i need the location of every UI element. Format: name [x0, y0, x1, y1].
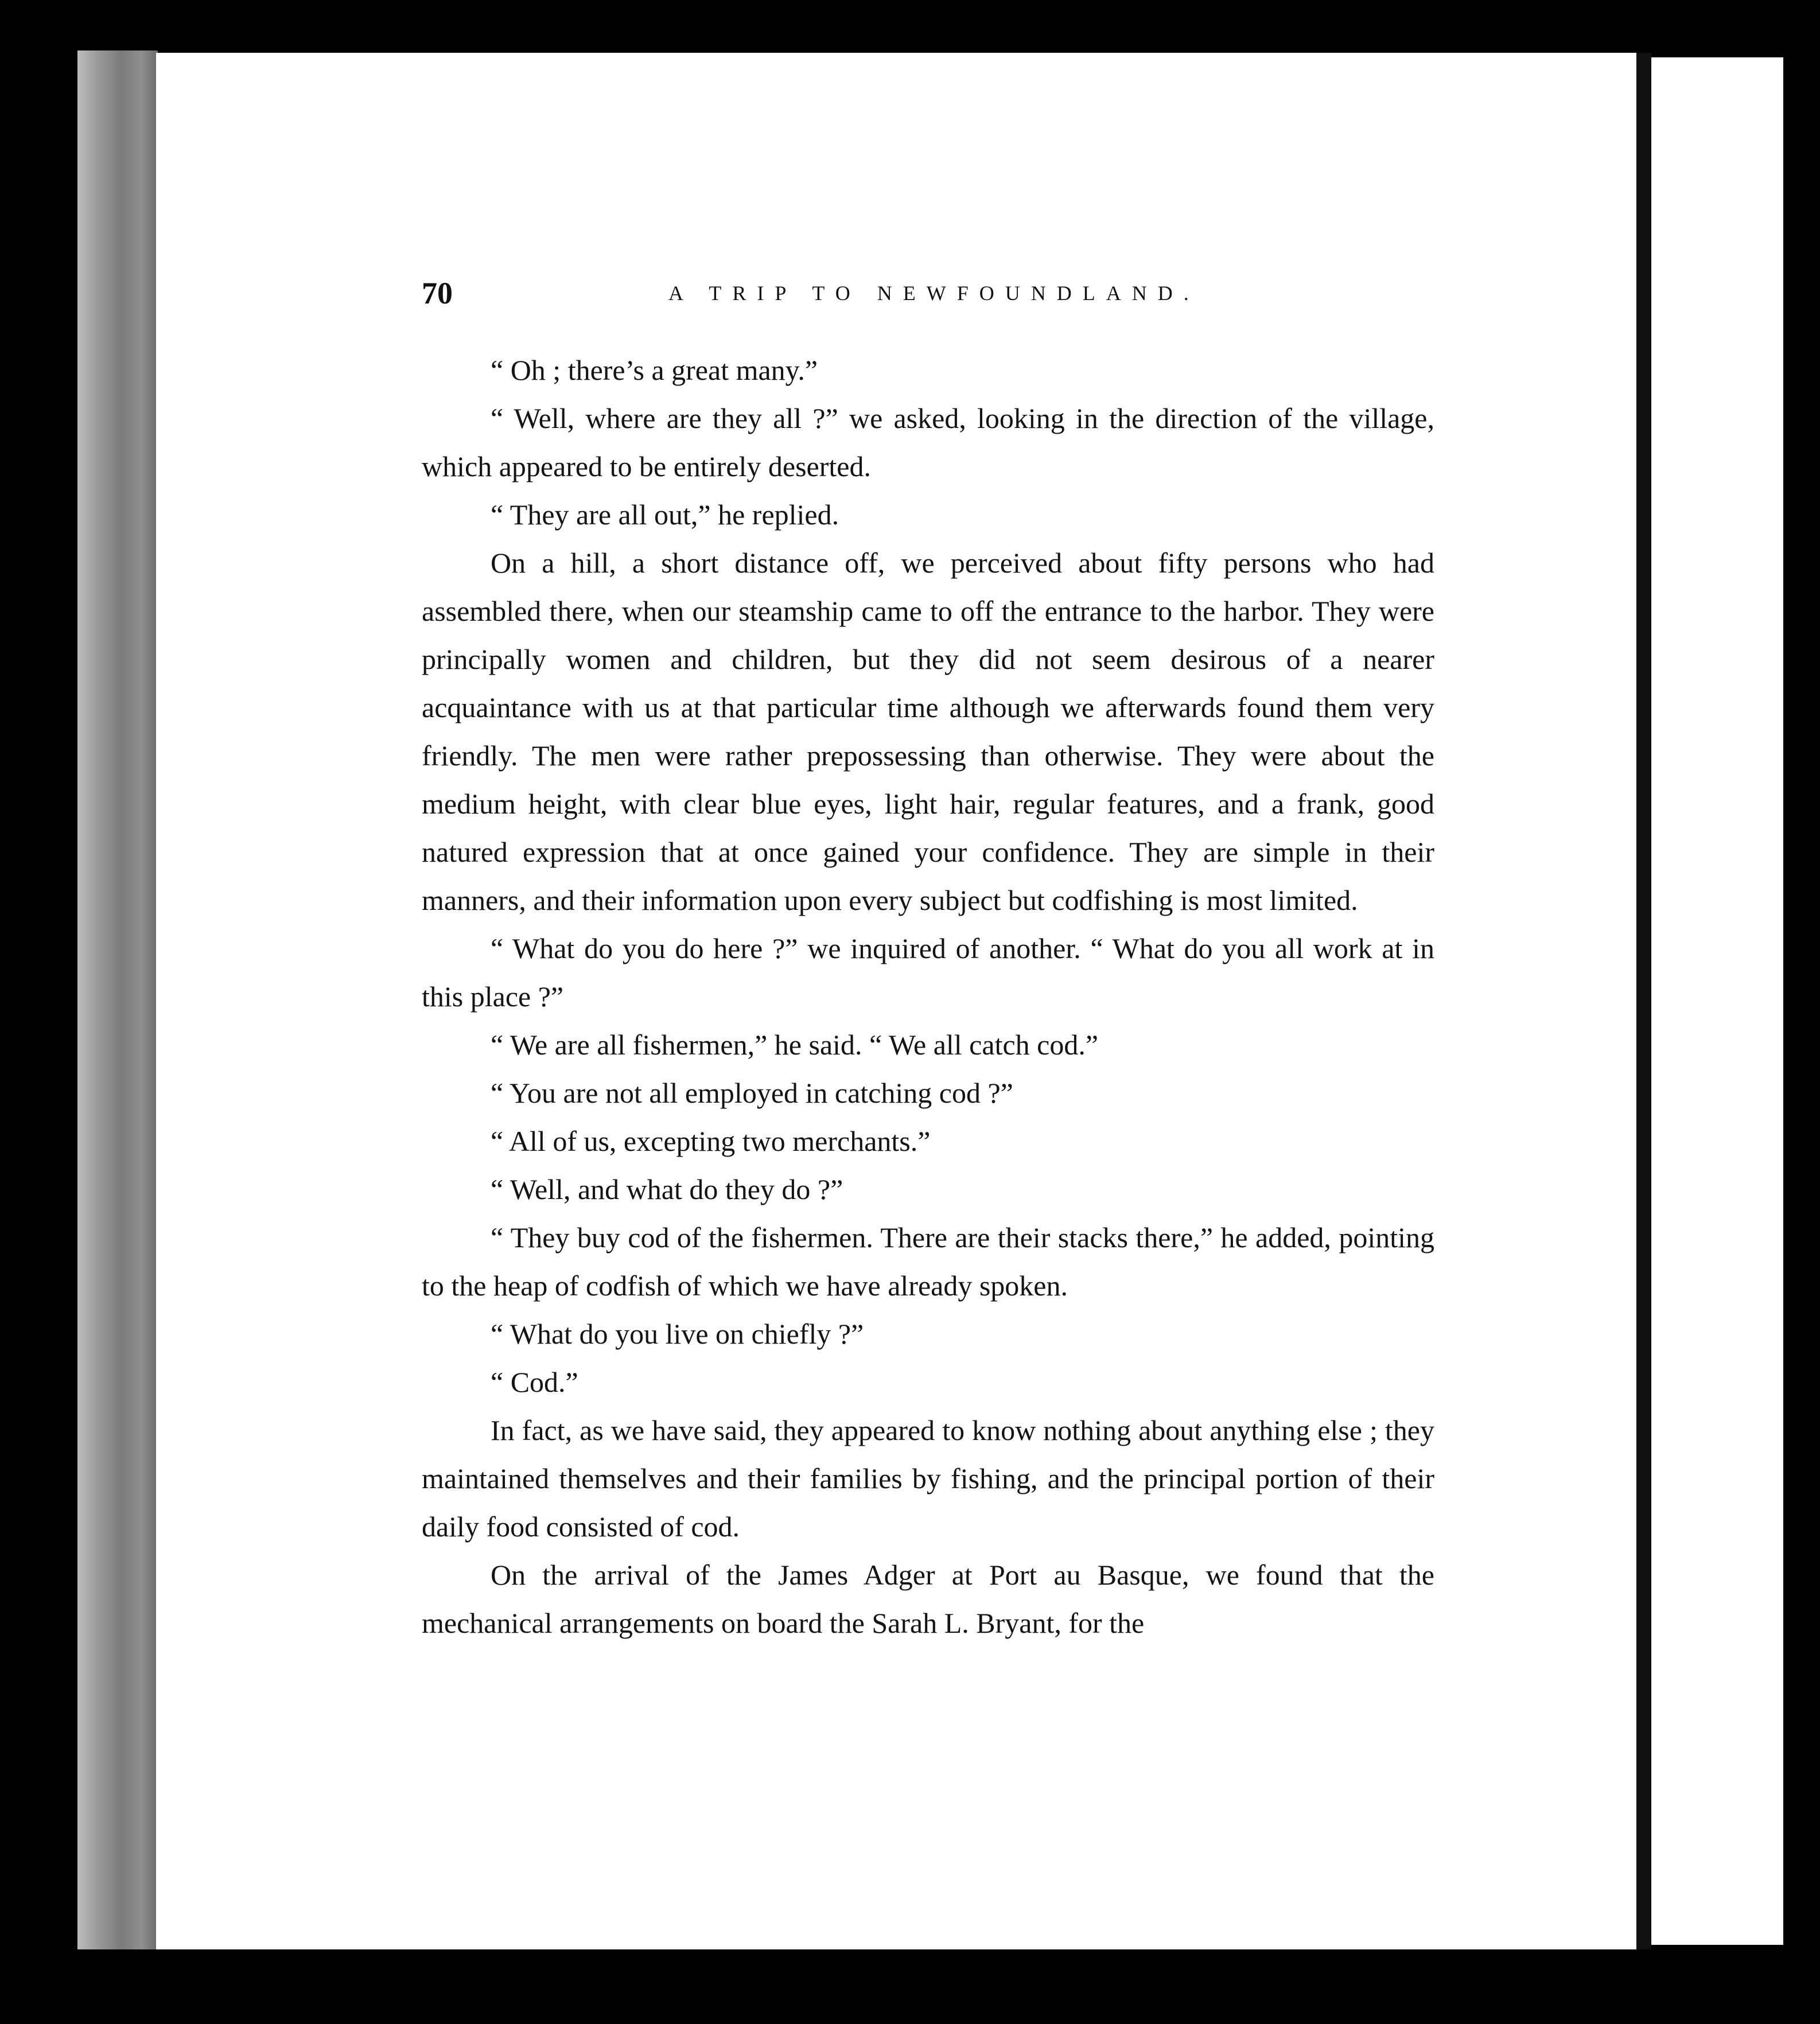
paragraph: “ All of us, excepting two merchants.” [491, 1125, 931, 1157]
paragraph: “ What do you live on chiefly ?” [491, 1318, 864, 1350]
paragraph: “ You are not all employed in catching cod ?” [491, 1077, 1013, 1109]
book-gutter [1636, 53, 1651, 1949]
paragraph: “ We are all fishermen,” he said. “ We all catch cod.” [491, 1029, 1099, 1061]
book-page-edge [77, 50, 158, 1949]
paragraph: “ They are all out,” he replied. [491, 499, 839, 531]
paragraph: On a hill, a short distance off, we perceived about fifty persons who had assembled there, when our steamship came to off the entrance to the harbor. They were principally women and children, but they did not seem desirous of a nearer acquaintance with us at that particular time although we afterwards found them very friendly. The men were rather prepossessing than otherwise. They were about the medium height, with clear blue eyes, light hair, regular features, and a frank, good natured expression that at once gained your confidence. They are simple in their manners, and their information upon every subject but codfishing is most limited. [422, 547, 1434, 916]
paragraph: “ Oh ; there’s a great many.” [491, 354, 818, 386]
facing-page [1651, 57, 1783, 1945]
running-head: A TRIP TO NEWFOUNDLAND. [668, 282, 1200, 305]
page-number: 70 [422, 276, 453, 310]
body-text [422, 346, 1434, 1647]
paragraph: “ Well, where are they all ?” we asked, looking in the direction of the village, which appeared to be entirely deserted. [422, 402, 1434, 482]
paragraph: “ They buy cod of the fishermen. There are their stacks there,” he added, pointing to the heap of codfish of which we have already spoken. [422, 1221, 1434, 1302]
paragraph: In fact, as we have said, they appeared to know nothing about anything else ; they maintained themselves and their families by fishing, and the principal portion of their daily food consisted of cod. [422, 1414, 1434, 1543]
paragraph: “ Well, and what do they do ?” [491, 1173, 843, 1205]
page-header [422, 275, 1434, 316]
paragraph: “ Cod.” [491, 1366, 578, 1398]
paragraph: On the arrival of the James Adger at Port au Basque, we found that the mechanical arrangements on board the Sarah L. Bryant, for the [422, 1559, 1434, 1639]
paragraph: “ What do you do here ?” we inquired of another. “ What do you all work at in this place ?” [422, 932, 1434, 1013]
